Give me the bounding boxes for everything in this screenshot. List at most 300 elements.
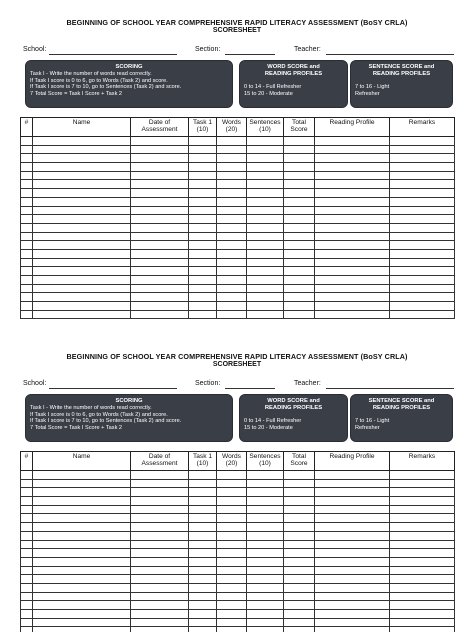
table-cell[interactable]: [131, 479, 189, 488]
table-cell[interactable]: [247, 206, 284, 215]
table-cell[interactable]: [33, 137, 131, 146]
table-cell[interactable]: [131, 302, 189, 311]
table-cell[interactable]: [284, 293, 315, 302]
table-cell[interactable]: [189, 514, 217, 523]
table-cell[interactable]: [217, 471, 247, 480]
table-cell[interactable]: [284, 592, 315, 601]
table-cell[interactable]: [33, 592, 131, 601]
table-cell[interactable]: [284, 154, 315, 163]
table-cell[interactable]: [284, 284, 315, 293]
table-cell[interactable]: [189, 575, 217, 584]
table-cell[interactable]: [315, 267, 390, 276]
table-cell[interactable]: [21, 531, 33, 540]
table-cell[interactable]: [284, 497, 315, 506]
table-cell[interactable]: [131, 471, 189, 480]
table-cell[interactable]: [217, 302, 247, 311]
table-cell[interactable]: [217, 232, 247, 241]
table-cell[interactable]: [33, 302, 131, 311]
table-cell[interactable]: [33, 293, 131, 302]
table-cell[interactable]: [217, 197, 247, 206]
table-cell[interactable]: [315, 601, 390, 610]
table-cell[interactable]: [247, 189, 284, 198]
table-cell[interactable]: [390, 241, 455, 250]
table-cell[interactable]: [33, 514, 131, 523]
table-cell[interactable]: [390, 180, 455, 189]
table-cell[interactable]: [284, 206, 315, 215]
table-cell[interactable]: [217, 627, 247, 632]
table-cell[interactable]: [217, 479, 247, 488]
table-cell[interactable]: [21, 163, 33, 172]
table-cell[interactable]: [315, 171, 390, 180]
table-cell[interactable]: [247, 592, 284, 601]
table-cell[interactable]: [33, 557, 131, 566]
table-cell[interactable]: [315, 618, 390, 627]
table-cell[interactable]: [284, 180, 315, 189]
table-cell[interactable]: [189, 276, 217, 285]
table-cell[interactable]: [189, 197, 217, 206]
table-cell[interactable]: [284, 479, 315, 488]
table-cell[interactable]: [315, 523, 390, 532]
table-cell[interactable]: [189, 223, 217, 232]
table-cell[interactable]: [189, 540, 217, 549]
table-cell[interactable]: [217, 137, 247, 146]
table-cell[interactable]: [189, 531, 217, 540]
table-cell[interactable]: [247, 497, 284, 506]
table-cell[interactable]: [284, 610, 315, 619]
table-cell[interactable]: [315, 137, 390, 146]
table-cell[interactable]: [21, 293, 33, 302]
table-cell[interactable]: [217, 601, 247, 610]
table-cell[interactable]: [284, 549, 315, 558]
table-cell[interactable]: [131, 145, 189, 154]
table-cell[interactable]: [189, 232, 217, 241]
table-cell[interactable]: [217, 592, 247, 601]
table-cell[interactable]: [189, 505, 217, 514]
table-cell[interactable]: [247, 575, 284, 584]
table-cell[interactable]: [21, 302, 33, 311]
table-cell[interactable]: [131, 206, 189, 215]
table-cell[interactable]: [390, 137, 455, 146]
table-cell[interactable]: [21, 284, 33, 293]
table-cell[interactable]: [21, 583, 33, 592]
table-cell[interactable]: [315, 575, 390, 584]
table-cell[interactable]: [247, 531, 284, 540]
table-cell[interactable]: [390, 488, 455, 497]
table-cell[interactable]: [390, 284, 455, 293]
table-cell[interactable]: [131, 497, 189, 506]
table-cell[interactable]: [284, 215, 315, 224]
table-cell[interactable]: [284, 523, 315, 532]
table-cell[interactable]: [131, 232, 189, 241]
table-cell[interactable]: [390, 497, 455, 506]
table-cell[interactable]: [315, 540, 390, 549]
table-cell[interactable]: [284, 302, 315, 311]
table-cell[interactable]: [21, 241, 33, 250]
table-cell[interactable]: [33, 488, 131, 497]
table-cell[interactable]: [217, 180, 247, 189]
table-cell[interactable]: [315, 302, 390, 311]
table-cell[interactable]: [21, 232, 33, 241]
table-cell[interactable]: [217, 505, 247, 514]
table-cell[interactable]: [33, 549, 131, 558]
table-cell[interactable]: [390, 566, 455, 575]
table-cell[interactable]: [315, 627, 390, 632]
table-cell[interactable]: [315, 180, 390, 189]
table-cell[interactable]: [315, 215, 390, 224]
table-cell[interactable]: [247, 557, 284, 566]
table-cell[interactable]: [390, 154, 455, 163]
table-cell[interactable]: [189, 601, 217, 610]
table-cell[interactable]: [33, 610, 131, 619]
table-cell[interactable]: [217, 206, 247, 215]
table-cell[interactable]: [33, 505, 131, 514]
table-cell[interactable]: [217, 523, 247, 532]
table-cell[interactable]: [131, 197, 189, 206]
table-cell[interactable]: [33, 601, 131, 610]
table-cell[interactable]: [315, 293, 390, 302]
table-cell[interactable]: [217, 514, 247, 523]
table-cell[interactable]: [390, 145, 455, 154]
table-cell[interactable]: [247, 488, 284, 497]
table-cell[interactable]: [390, 618, 455, 627]
table-cell[interactable]: [247, 276, 284, 285]
table-cell[interactable]: [247, 267, 284, 276]
table-cell[interactable]: [247, 627, 284, 632]
table-cell[interactable]: [21, 145, 33, 154]
table-cell[interactable]: [315, 241, 390, 250]
table-cell[interactable]: [189, 189, 217, 198]
table-cell[interactable]: [247, 618, 284, 627]
table-cell[interactable]: [21, 154, 33, 163]
table-cell[interactable]: [247, 540, 284, 549]
table-cell[interactable]: [390, 310, 455, 319]
school-field[interactable]: [49, 388, 177, 389]
table-cell[interactable]: [315, 163, 390, 172]
table-cell[interactable]: [315, 592, 390, 601]
table-cell[interactable]: [390, 601, 455, 610]
table-cell[interactable]: [189, 497, 217, 506]
table-cell[interactable]: [284, 267, 315, 276]
table-cell[interactable]: [284, 488, 315, 497]
table-cell[interactable]: [247, 197, 284, 206]
table-cell[interactable]: [33, 215, 131, 224]
table-cell[interactable]: [21, 627, 33, 632]
table-cell[interactable]: [284, 310, 315, 319]
table-cell[interactable]: [217, 488, 247, 497]
table-cell[interactable]: [189, 137, 217, 146]
table-cell[interactable]: [189, 627, 217, 632]
table-cell[interactable]: [247, 479, 284, 488]
table-cell[interactable]: [33, 241, 131, 250]
table-cell[interactable]: [390, 583, 455, 592]
table-cell[interactable]: [131, 310, 189, 319]
table-cell[interactable]: [217, 549, 247, 558]
table-cell[interactable]: [33, 310, 131, 319]
table-cell[interactable]: [217, 145, 247, 154]
table-cell[interactable]: [315, 206, 390, 215]
table-cell[interactable]: [21, 180, 33, 189]
table-cell[interactable]: [189, 592, 217, 601]
table-cell[interactable]: [131, 284, 189, 293]
table-cell[interactable]: [217, 154, 247, 163]
table-cell[interactable]: [21, 171, 33, 180]
table-cell[interactable]: [315, 197, 390, 206]
table-cell[interactable]: [217, 276, 247, 285]
table-cell[interactable]: [390, 302, 455, 311]
table-cell[interactable]: [247, 514, 284, 523]
table-cell[interactable]: [131, 575, 189, 584]
table-cell[interactable]: [189, 293, 217, 302]
table-cell[interactable]: [315, 566, 390, 575]
table-cell[interactable]: [21, 223, 33, 232]
table-cell[interactable]: [21, 610, 33, 619]
table-cell[interactable]: [390, 232, 455, 241]
table-cell[interactable]: [33, 618, 131, 627]
table-cell[interactable]: [189, 206, 217, 215]
table-cell[interactable]: [315, 610, 390, 619]
table-cell[interactable]: [390, 523, 455, 532]
table-cell[interactable]: [131, 241, 189, 250]
table-cell[interactable]: [21, 197, 33, 206]
table-cell[interactable]: [247, 549, 284, 558]
table-cell[interactable]: [247, 258, 284, 267]
table-cell[interactable]: [247, 610, 284, 619]
table-cell[interactable]: [315, 310, 390, 319]
table-cell[interactable]: [21, 618, 33, 627]
table-cell[interactable]: [247, 163, 284, 172]
table-cell[interactable]: [390, 610, 455, 619]
table-cell[interactable]: [21, 267, 33, 276]
table-cell[interactable]: [390, 479, 455, 488]
table-cell[interactable]: [21, 471, 33, 480]
table-cell[interactable]: [33, 627, 131, 632]
table-cell[interactable]: [284, 241, 315, 250]
table-cell[interactable]: [33, 154, 131, 163]
table-cell[interactable]: [390, 215, 455, 224]
table-cell[interactable]: [33, 284, 131, 293]
table-cell[interactable]: [217, 618, 247, 627]
table-cell[interactable]: [247, 180, 284, 189]
table-cell[interactable]: [315, 549, 390, 558]
table-cell[interactable]: [189, 241, 217, 250]
table-cell[interactable]: [284, 557, 315, 566]
table-cell[interactable]: [284, 531, 315, 540]
table-cell[interactable]: [217, 258, 247, 267]
table-cell[interactable]: [21, 557, 33, 566]
table-cell[interactable]: [217, 540, 247, 549]
table-cell[interactable]: [21, 497, 33, 506]
table-cell[interactable]: [315, 249, 390, 258]
table-cell[interactable]: [390, 627, 455, 632]
table-cell[interactable]: [217, 267, 247, 276]
table-cell[interactable]: [189, 163, 217, 172]
table-cell[interactable]: [33, 249, 131, 258]
table-cell[interactable]: [21, 592, 33, 601]
table-cell[interactable]: [315, 154, 390, 163]
table-cell[interactable]: [33, 163, 131, 172]
table-cell[interactable]: [390, 505, 455, 514]
table-cell[interactable]: [33, 267, 131, 276]
table-cell[interactable]: [131, 171, 189, 180]
table-cell[interactable]: [247, 145, 284, 154]
table-cell[interactable]: [315, 514, 390, 523]
table-cell[interactable]: [21, 540, 33, 549]
table-cell[interactable]: [131, 276, 189, 285]
table-cell[interactable]: [315, 505, 390, 514]
table-cell[interactable]: [33, 258, 131, 267]
table-cell[interactable]: [131, 258, 189, 267]
table-cell[interactable]: [131, 154, 189, 163]
table-cell[interactable]: [189, 249, 217, 258]
table-cell[interactable]: [284, 189, 315, 198]
table-cell[interactable]: [189, 310, 217, 319]
table-cell[interactable]: [247, 601, 284, 610]
table-cell[interactable]: [390, 540, 455, 549]
table-cell[interactable]: [21, 310, 33, 319]
table-cell[interactable]: [189, 523, 217, 532]
table-cell[interactable]: [315, 583, 390, 592]
table-cell[interactable]: [189, 549, 217, 558]
table-cell[interactable]: [33, 180, 131, 189]
table-cell[interactable]: [315, 223, 390, 232]
table-cell[interactable]: [315, 189, 390, 198]
table-cell[interactable]: [21, 137, 33, 146]
table-cell[interactable]: [131, 293, 189, 302]
table-cell[interactable]: [247, 223, 284, 232]
table-cell[interactable]: [217, 223, 247, 232]
table-cell[interactable]: [131, 540, 189, 549]
table-cell[interactable]: [247, 505, 284, 514]
table-cell[interactable]: [390, 206, 455, 215]
table-cell[interactable]: [247, 215, 284, 224]
table-cell[interactable]: [217, 241, 247, 250]
table-cell[interactable]: [21, 488, 33, 497]
table-cell[interactable]: [131, 249, 189, 258]
table-cell[interactable]: [131, 137, 189, 146]
table-cell[interactable]: [217, 583, 247, 592]
table-cell[interactable]: [33, 471, 131, 480]
table-cell[interactable]: [131, 163, 189, 172]
table-cell[interactable]: [131, 488, 189, 497]
teacher-field[interactable]: [326, 388, 454, 389]
table-cell[interactable]: [247, 302, 284, 311]
table-cell[interactable]: [189, 258, 217, 267]
table-cell[interactable]: [315, 258, 390, 267]
table-cell[interactable]: [131, 215, 189, 224]
table-cell[interactable]: [284, 575, 315, 584]
table-cell[interactable]: [315, 284, 390, 293]
table-cell[interactable]: [390, 171, 455, 180]
table-cell[interactable]: [247, 232, 284, 241]
teacher-field[interactable]: [326, 54, 454, 55]
table-cell[interactable]: [390, 276, 455, 285]
table-cell[interactable]: [189, 566, 217, 575]
table-cell[interactable]: [33, 540, 131, 549]
table-cell[interactable]: [131, 549, 189, 558]
table-cell[interactable]: [131, 514, 189, 523]
table-cell[interactable]: [390, 471, 455, 480]
table-cell[interactable]: [33, 523, 131, 532]
table-cell[interactable]: [247, 241, 284, 250]
table-cell[interactable]: [390, 163, 455, 172]
table-cell[interactable]: [284, 276, 315, 285]
table-cell[interactable]: [131, 189, 189, 198]
table-cell[interactable]: [315, 531, 390, 540]
table-cell[interactable]: [284, 171, 315, 180]
table-cell[interactable]: [131, 592, 189, 601]
table-cell[interactable]: [131, 601, 189, 610]
table-cell[interactable]: [21, 276, 33, 285]
table-cell[interactable]: [315, 497, 390, 506]
table-cell[interactable]: [189, 583, 217, 592]
table-cell[interactable]: [131, 583, 189, 592]
section-field[interactable]: [225, 54, 275, 55]
table-cell[interactable]: [21, 514, 33, 523]
table-cell[interactable]: [217, 497, 247, 506]
table-cell[interactable]: [247, 583, 284, 592]
table-cell[interactable]: [131, 627, 189, 632]
table-cell[interactable]: [284, 471, 315, 480]
table-cell[interactable]: [21, 601, 33, 610]
section-field[interactable]: [225, 388, 275, 389]
table-cell[interactable]: [33, 171, 131, 180]
table-cell[interactable]: [131, 223, 189, 232]
table-cell[interactable]: [217, 575, 247, 584]
table-cell[interactable]: [284, 137, 315, 146]
table-cell[interactable]: [21, 549, 33, 558]
table-cell[interactable]: [390, 197, 455, 206]
table-cell[interactable]: [217, 163, 247, 172]
table-cell[interactable]: [284, 249, 315, 258]
table-cell[interactable]: [390, 549, 455, 558]
table-cell[interactable]: [131, 618, 189, 627]
table-cell[interactable]: [217, 610, 247, 619]
table-cell[interactable]: [131, 557, 189, 566]
table-cell[interactable]: [284, 601, 315, 610]
table-cell[interactable]: [33, 145, 131, 154]
table-cell[interactable]: [390, 575, 455, 584]
table-cell[interactable]: [390, 557, 455, 566]
table-cell[interactable]: [21, 189, 33, 198]
table-cell[interactable]: [131, 610, 189, 619]
table-cell[interactable]: [21, 479, 33, 488]
table-cell[interactable]: [390, 293, 455, 302]
table-cell[interactable]: [284, 223, 315, 232]
table-cell[interactable]: [217, 310, 247, 319]
table-cell[interactable]: [131, 180, 189, 189]
table-cell[interactable]: [217, 284, 247, 293]
table-cell[interactable]: [33, 223, 131, 232]
table-cell[interactable]: [284, 197, 315, 206]
table-cell[interactable]: [390, 592, 455, 601]
table-cell[interactable]: [21, 206, 33, 215]
table-cell[interactable]: [315, 276, 390, 285]
table-cell[interactable]: [247, 471, 284, 480]
table-cell[interactable]: [21, 566, 33, 575]
table-cell[interactable]: [390, 189, 455, 198]
table-cell[interactable]: [247, 137, 284, 146]
table-cell[interactable]: [33, 497, 131, 506]
table-cell[interactable]: [315, 479, 390, 488]
table-cell[interactable]: [390, 223, 455, 232]
table-cell[interactable]: [390, 514, 455, 523]
table-cell[interactable]: [33, 189, 131, 198]
table-cell[interactable]: [217, 171, 247, 180]
table-cell[interactable]: [189, 488, 217, 497]
table-cell[interactable]: [390, 249, 455, 258]
table-cell[interactable]: [284, 627, 315, 632]
table-cell[interactable]: [247, 293, 284, 302]
